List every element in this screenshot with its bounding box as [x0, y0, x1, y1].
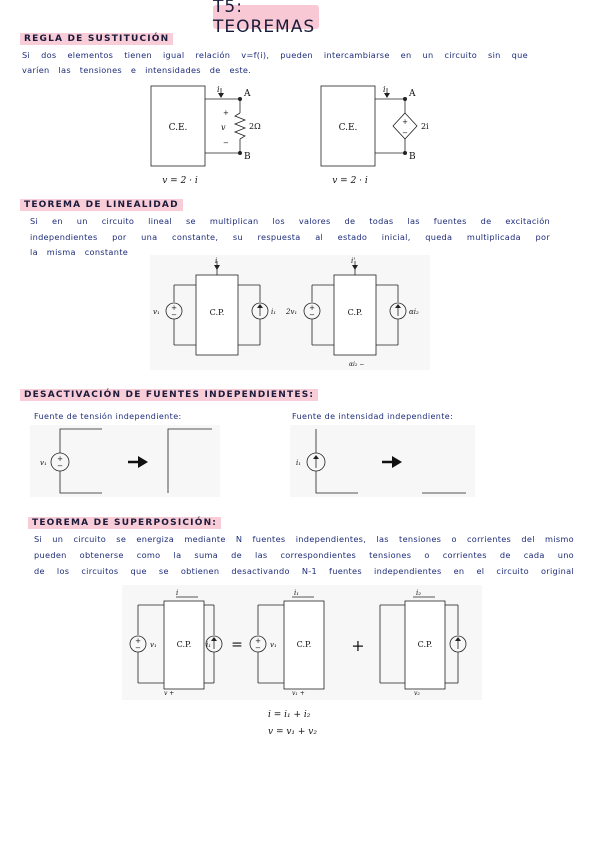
bottom-label: αi₂ −: [349, 361, 365, 368]
top-label-3: i₂: [416, 589, 422, 597]
linealidad-text-1: Si en un circuito lineal se multiplican los valores de todas las fuentes de excitación: [30, 216, 550, 226]
svg-text:+: +: [402, 118, 408, 126]
current-label: i: [217, 85, 220, 94]
bottom-label-2: v₁ +: [292, 690, 305, 697]
bottom-label-3: v₂: [414, 690, 420, 697]
desactivacion-voltage-figure: [30, 425, 220, 497]
formula-2: v = 2 · i: [332, 176, 368, 186]
svg-text:−: −: [309, 311, 315, 319]
sustitucion-figure-resistor: [145, 83, 265, 188]
linealidad-figure: [150, 255, 430, 370]
isrc-label: i₁: [296, 459, 302, 467]
heading-desactivacion: DESACTIVACIÓN DE FUENTES INDEPENDIENTES:: [20, 389, 318, 401]
node-b-label: B: [409, 152, 416, 162]
svg-text:−: −: [57, 462, 63, 470]
node-a-label: A: [409, 89, 416, 99]
cp-box-3: C.P.: [417, 640, 433, 649]
vsrc-label: v₁: [153, 308, 160, 316]
current-label: i: [215, 257, 218, 265]
heading-superposicion: TEOREMA DE SUPERPOSICIÓN:: [28, 517, 221, 529]
isrc-label: αi₂: [409, 308, 419, 316]
cp-box-1: C.P.: [176, 640, 192, 649]
svg-text:−: −: [255, 644, 261, 652]
superposicion-formula-2: v = v₁ + v₂: [268, 727, 317, 737]
linealidad-text-2: independientes por una constante, su respuesta al estado inicial, queda multiplicada por: [30, 232, 550, 242]
desactivacion-left-label: Fuente de tensión independiente:: [34, 412, 182, 421]
voltage-label: v: [221, 123, 226, 132]
svg-text:+: +: [171, 304, 177, 312]
source-value: 2i: [421, 122, 429, 131]
cp-box-label: C.P.: [209, 308, 225, 317]
page-title-banner: [213, 0, 319, 37]
node-a-label: A: [244, 89, 251, 99]
plus-label: +: [223, 109, 229, 117]
superposicion-figure: [122, 585, 482, 700]
v1-label: v₁: [150, 641, 157, 649]
i1-label: i₁: [206, 641, 212, 649]
ce-box-label: C.E.: [338, 123, 358, 133]
svg-text:+: +: [255, 637, 261, 645]
linealidad-text-3: la misma constante: [30, 247, 129, 257]
svg-text:−: −: [135, 644, 141, 652]
sustitucion-text-2: varíen las tensiones e intensidades de este.: [22, 65, 252, 75]
cp-box-2: C.P.: [296, 640, 312, 649]
svg-text:+: +: [135, 637, 141, 645]
top-label-2: i₁: [294, 589, 300, 597]
current-label: i': [351, 257, 356, 265]
vsrc-label: v₁: [40, 459, 47, 467]
svg-text:+: +: [57, 455, 63, 463]
equals-sign: =: [231, 637, 243, 653]
cp-box-label: C.P.: [347, 308, 363, 317]
superposicion-text-1: Si un circuito se energiza mediante N fuentes independientes, las tensiones o corrientes del mismo: [34, 534, 574, 544]
ce-box-label: C.E.: [168, 123, 188, 133]
desactivacion-right-label: Fuente de intensidad independiente:: [292, 412, 454, 421]
formula-1: v = 2 · i: [162, 176, 198, 186]
sustitucion-text-1: Si dos elementos tienen igual relación v=f(i), pueden intercambiarse en un circuito sin que: [22, 50, 528, 60]
superposicion-text-3: de los circuitos que se obtienen desactivando N-1 fuentes independientes en el circuito original: [34, 566, 574, 576]
heading-sustitucion: REGLA DE SUSTITUCIÓN: [20, 33, 173, 45]
heading-linealidad: TEOREMA DE LINEALIDAD: [20, 199, 183, 211]
page-title: T5: TEOREMAS: [213, 0, 316, 37]
plus-sign: +: [351, 636, 365, 655]
vsrc-label: 2v₁: [286, 308, 298, 316]
isrc-label: i₁: [271, 308, 277, 316]
desactivacion-current-figure: [290, 425, 475, 497]
sustitucion-figure-source: [315, 83, 435, 188]
top-label-1: i: [176, 589, 179, 597]
superposicion-text-2: pueden obtenerse como la suma de las correspondientes tensiones o corrientes de cada uno: [34, 550, 574, 560]
svg-text:+: +: [309, 304, 315, 312]
v1b-label: v₁: [270, 641, 277, 649]
svg-text:−: −: [171, 311, 177, 319]
resistor-value: 2Ω: [249, 122, 261, 131]
svg-text:−: −: [402, 129, 408, 137]
node-b-label: B: [244, 152, 251, 162]
bottom-label-1: v +: [164, 690, 175, 697]
current-label: i: [383, 85, 386, 94]
minus-label: −: [223, 139, 229, 147]
superposicion-formula-1: i = i₁ + i₂: [268, 710, 311, 720]
